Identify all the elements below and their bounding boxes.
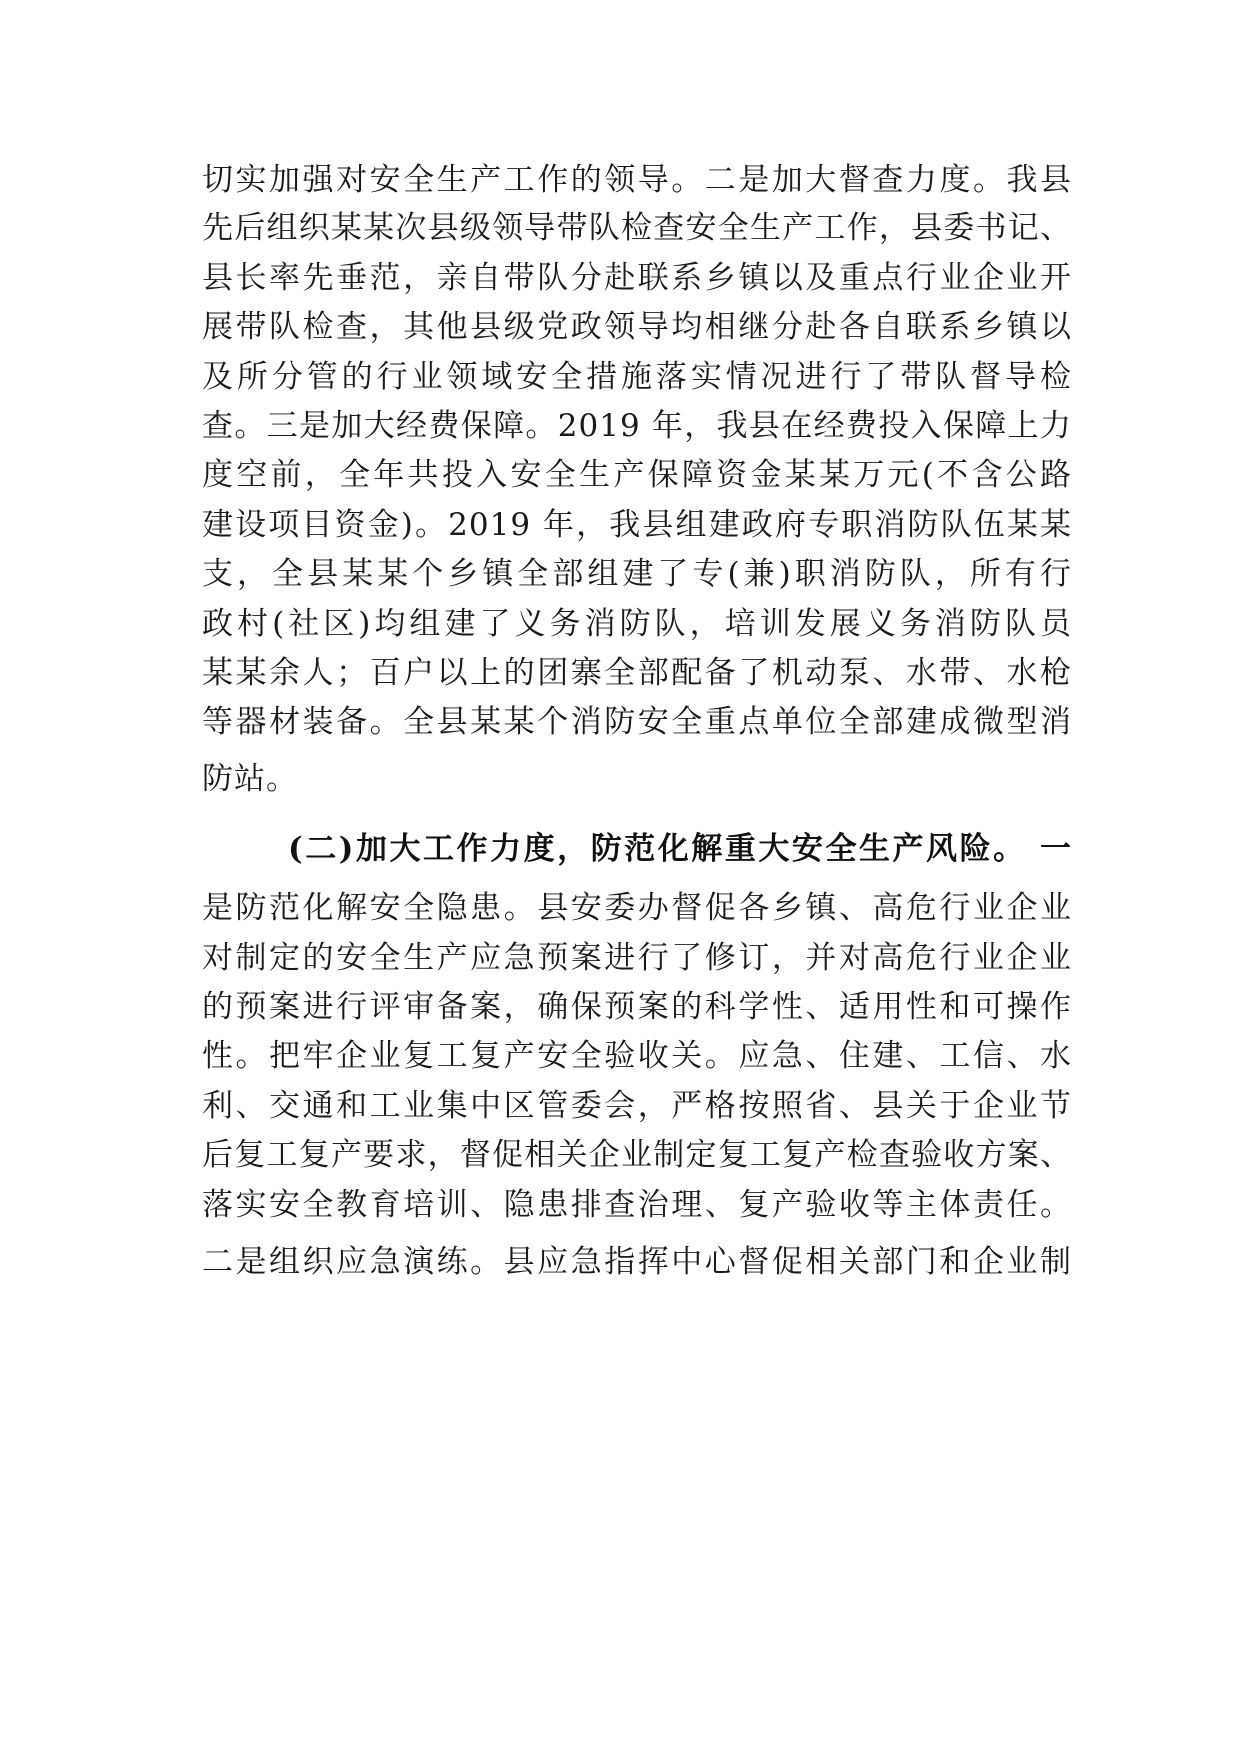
section-heading: (二)加大工作力度，防范化解重大安全生产风险。 一 — [288, 831, 1072, 867]
body-text-line: 后复工复产要求，督促相关企业制定复工复产检查验收方案、 — [202, 1137, 1072, 1173]
body-text-line: 落实安全教育培训、隐患排查治理、复产验收等主体责任。 — [202, 1187, 1072, 1223]
body-text-line: 二是组织应急演练。县应急指挥中心督促相关部门和企业制 — [202, 1244, 1072, 1280]
body-text-line: 的预案进行评审备案，确保预案的科学性、适用性和可操作 — [202, 989, 1072, 1025]
body-text-line: 切实加强对安全生产工作的领导。二是加大督查力度。我县 — [202, 162, 1072, 198]
body-text-line: 政村(社区)均组建了义务消防队，培训发展义务消防队员 — [202, 606, 1072, 642]
body-text-line: 查。三是加大经费保障。2019 年，我县在经费投入保障上力 — [202, 408, 1072, 444]
body-text-line: 及所分管的行业领域安全措施落实情况进行了带队督导检 — [202, 359, 1072, 395]
body-text-line: 建设项目资金)。2019 年，我县组建政府专职消防队伍某某 — [202, 507, 1072, 543]
body-text-line: 先后组织某某次县级领导带队检查安全生产工作，县委书记、 — [202, 210, 1072, 246]
body-text-line: 县长率先垂范，亲自带队分赴联系乡镇以及重点行业企业开 — [202, 260, 1072, 296]
body-text-line: 展带队检查，其他县级党政领导均相继分赴各自联系乡镇以 — [202, 309, 1072, 345]
paragraph-end-line: 防站。 — [202, 761, 298, 797]
body-text-line: 某某余人；百户以上的团寨全部配备了机动泵、水带、水枪 — [202, 655, 1072, 691]
body-text-line: 是防范化解安全隐患。县安委办督促各乡镇、高危行业企业 — [202, 890, 1072, 926]
body-text-line: 支，全县某某个乡镇全部组建了专(兼)职消防队，所有行 — [202, 556, 1072, 592]
body-text-line: 性。把牢企业复工复产安全验收关。应急、住建、工信、水 — [202, 1038, 1072, 1074]
body-text-line: 度空前，全年共投入安全生产保障资金某某万元(不含公路 — [202, 457, 1072, 493]
body-text-line: 等器材装备。全县某某个消防安全重点单位全部建成微型消 — [202, 704, 1072, 740]
body-text-line: 利、交通和工业集中区管委会，严格按照省、县关于企业节 — [202, 1088, 1072, 1124]
body-text-line: 对制定的安全生产应急预案进行了修订，并对高危行业企业 — [202, 940, 1072, 976]
